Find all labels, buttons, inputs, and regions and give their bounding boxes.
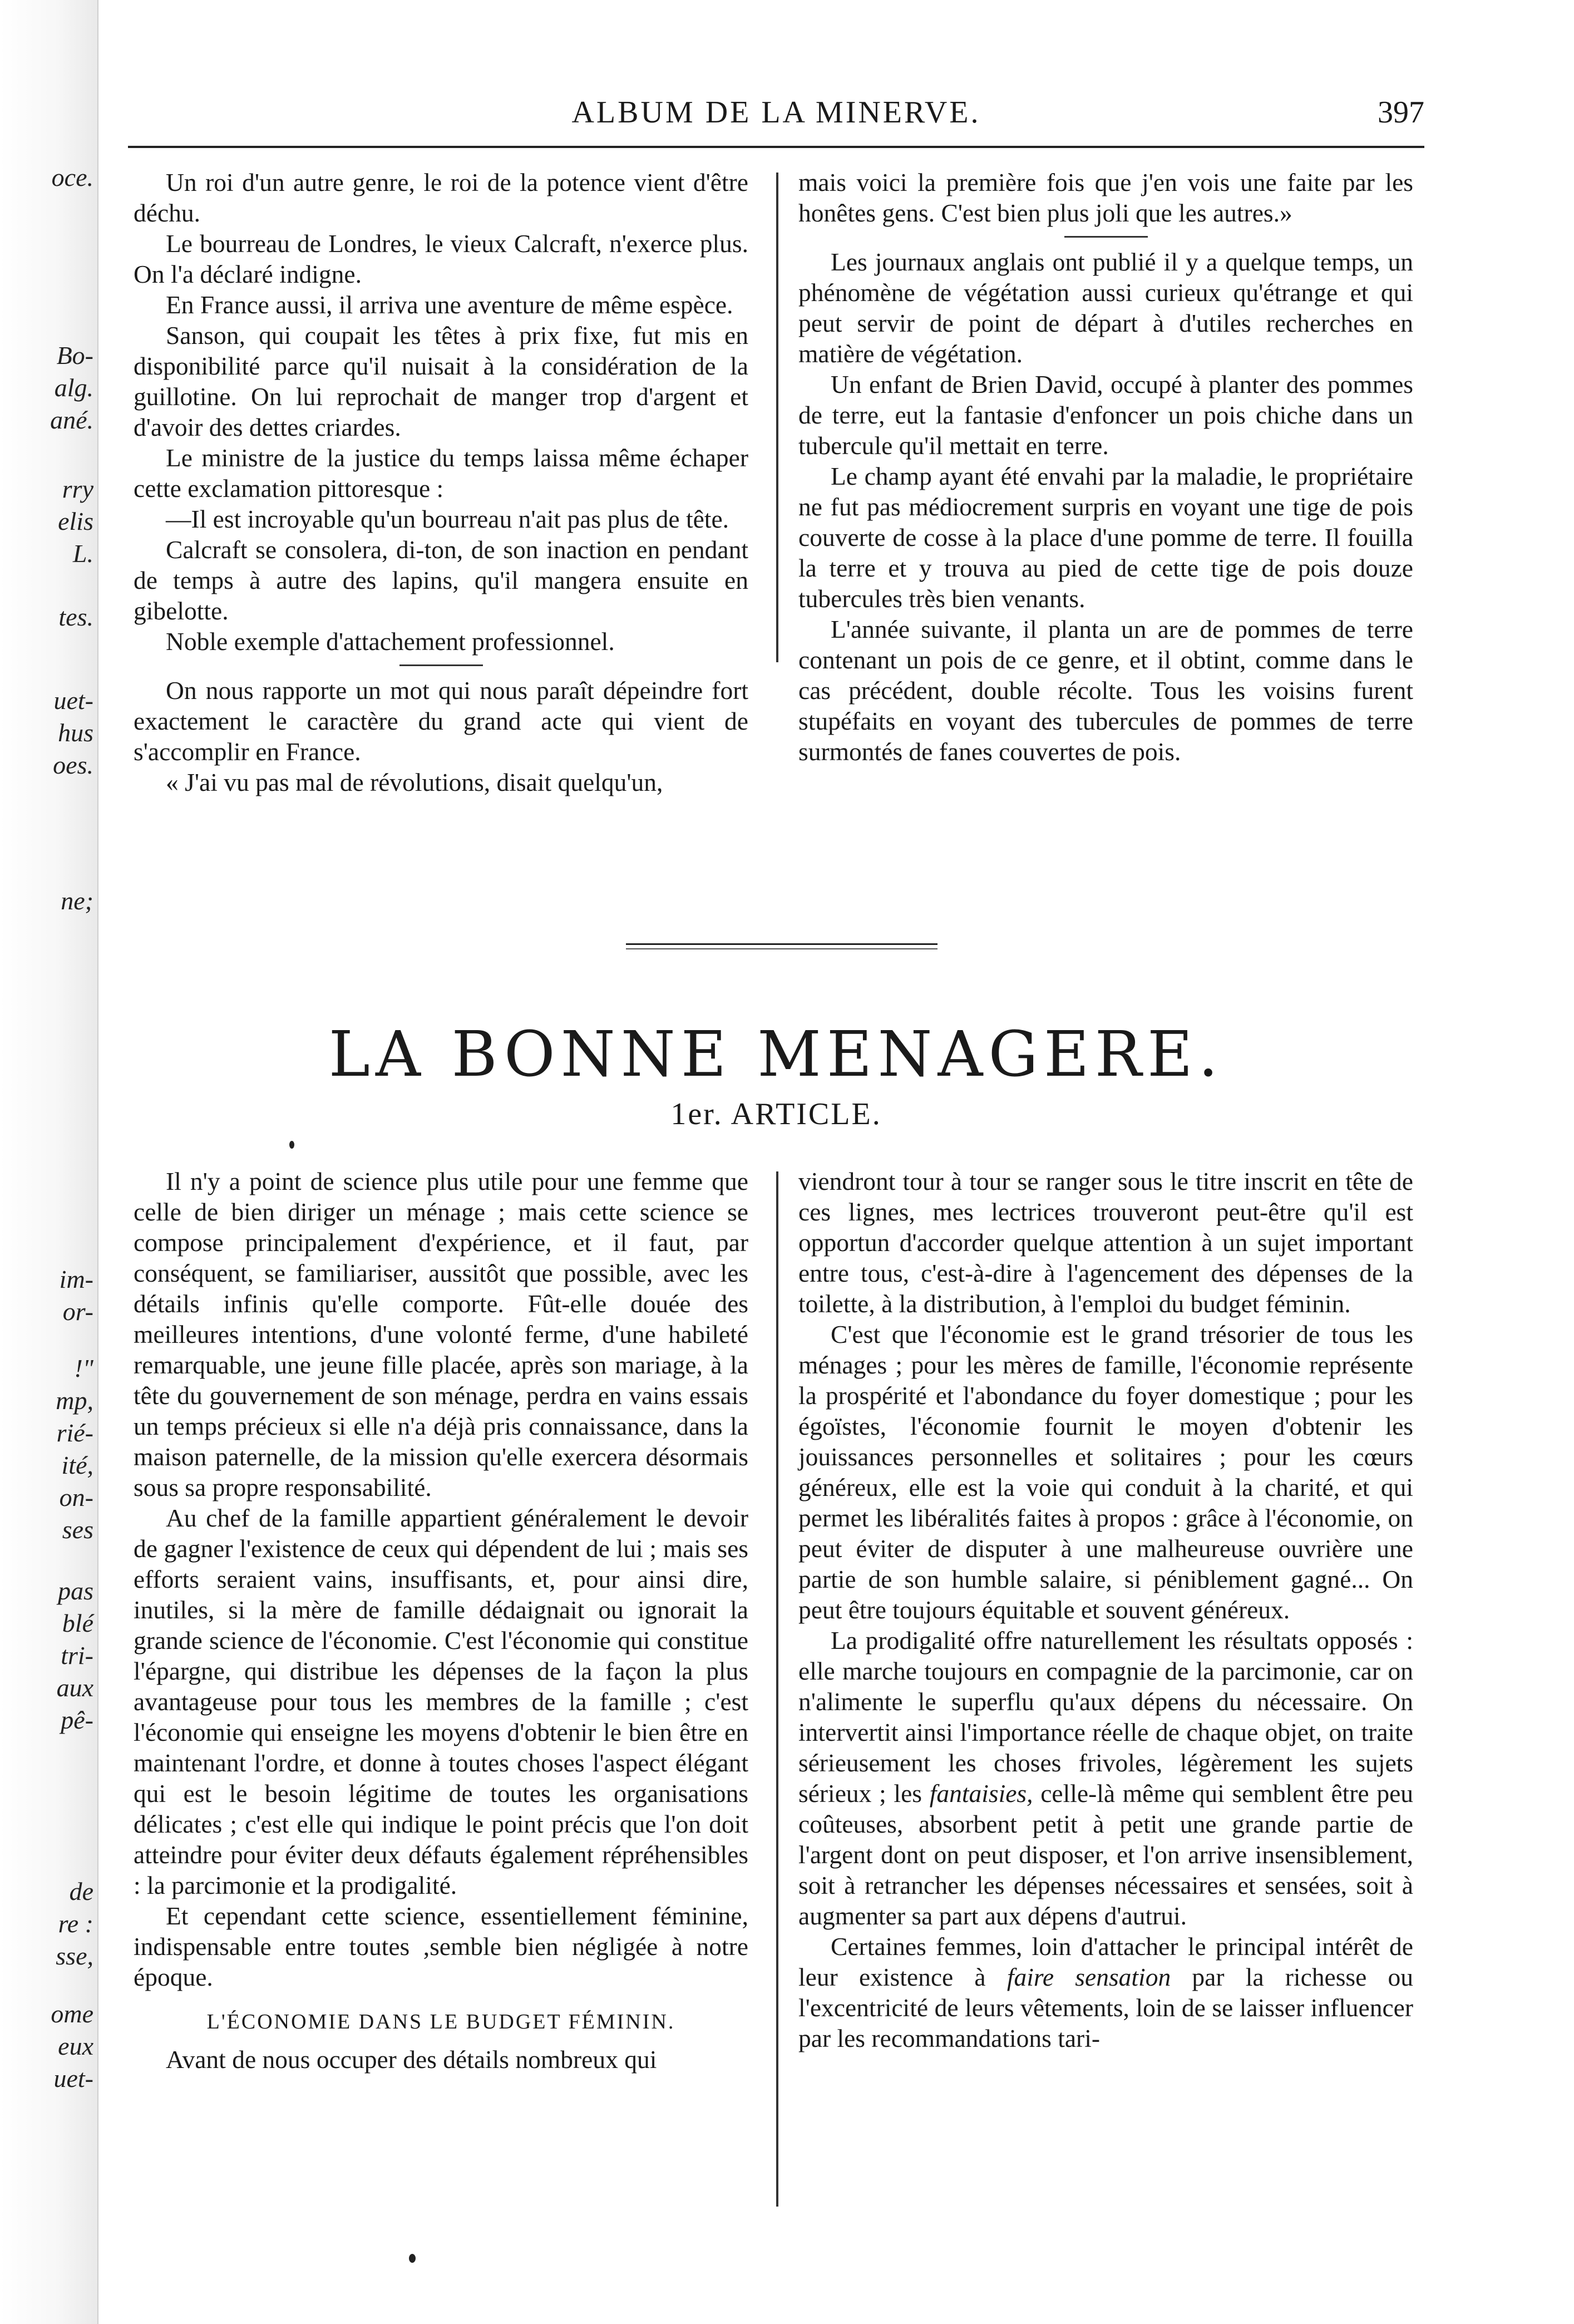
paragraph: mais voici la première fois que j'en vois une faite par les honêtes gens. C'est bien plus joli que les autres.» <box>798 168 1413 227</box>
top-left-column <box>134 167 748 797</box>
paragraph: Au chef de la famille appartient généralement le devoir de gagner l'existence de ceux qui dépendent de lui ; mais ses efforts seraient vains, insuffisants, et, pour ainsi dire, inutiles, si la mère de famille dédaignait ou ignorait la grande science de l'économie. C'est l'économie qui constitue l'épargne, qui distribue les dépenses de la façon la plus avantageuse pour tous les membres de la famille ; c'est l'économie qui enseigne les moyens d'obtenir le bien être en maintenant l'ordre, et donne à toutes choses l'aspect élégant qui est le besoin légitime de toutes les organisations délicates ; c'est elle qui indique le point précis que l'on doit atteindre pour éviter deux défauts également répréhensibles : la parcimonie et la prodigalité. <box>134 1504 748 1899</box>
edge-fragment: de re : sse, <box>56 1877 93 1970</box>
paragraph: viendront tour à tour se ranger sous le titre inscrit en tête de ces lignes, mes lectrices trouveront peut-être qu'il est opportun d'accorder quelque attention à un sujet important entre tous, c'est-à-dire à l'agencement des dépenses de la toilette, à la distribution, à l'emploi du budget féminin. <box>798 1167 1413 1318</box>
short-rule <box>399 664 483 666</box>
page-header <box>128 95 1424 139</box>
paragraph: —Il est incroyable qu'un bourreau n'ait pas plus de tête. <box>166 505 729 533</box>
short-rule <box>1064 236 1148 238</box>
edge-fragment: !" mp, rié- ité, on- ses <box>56 1354 93 1544</box>
section-subheading: L'ÉCONOMIE DANS LE BUDGET FÉMININ. <box>206 2010 675 2034</box>
top-right-column <box>798 167 1413 767</box>
paragraph: L'année suivante, il planta un are de pommes de terre contenant un pois de ce genre, et il obtint, comme dans le cas précédent, double récolte. Tous les voisins furent stupéfaits en voyant des tubercules de pommes de terre surmontés de fanes couvertes de pois. <box>798 615 1413 766</box>
running-title: ALBUM DE LA MINERVE. <box>571 95 981 130</box>
text-run: La prodigalité offre naturellement les résultats opposés : elle marche toujours en compagnie de la parcimonie, car on n'alimente le superflu qu'aux dépens du nécessaire. On intervertit ainsi l'importance réelle de chaque objet, on traite sérieusement les choses frivoles, légèrement les sujets sérieux ; les <box>798 1626 1413 1808</box>
edge-fragment: uet- hus oes. <box>53 686 93 779</box>
text-run: celle-là même qui semblent être peu coûteuses, absorbent petit à petit une grande partie de l'argent dont on peut disposer, et l'on arrive insensiblement, soit à retrancher les dépenses nécessaires et sensées, soit à augmenter sa part aux dépens d'autrui. <box>798 1779 1414 1930</box>
paragraph: Avant de nous occuper des détails nombreux qui <box>166 2045 657 2074</box>
ink-speck <box>409 2254 416 2263</box>
italic-term: fantaisies, <box>929 1779 1033 1808</box>
edge-fragment: Bo- alg. ané. <box>50 341 93 434</box>
article-title: LA BONNE MENAGERE. <box>328 1018 1224 1091</box>
paragraph: Il n'y a point de science plus utile pour une femme que celle de bien diriger un ménage ; mais cette science se compose principalement d'expérience, et il faut, par conséquent, se familiariser, aussitôt que possible, avec les détails infinis qu'elle comporte. Fût-elle douée des meilleures intentions, d'une volonté ferme, d'une habileté remarquable, une jeune fille placée, après son mariage, à la tête du gouvernement de son ménage, perdra en vains essais un temps précieux si elle n'a déjà pris connaissance, dans la maison paternelle, de la mission qu'elle exercera désormais sous sa propre responsabilité. <box>134 1167 748 1501</box>
article-subtitle: 1er. ARTICLE. <box>670 1097 882 1131</box>
paragraph: Les journaux anglais ont publié il y a quelque temps, un phénomène de végétation aussi curieux qu'étrange et qui peut servir de point de départ à d'utiles recherches en matière de végétation. <box>798 248 1413 368</box>
paragraph: Le bourreau de Londres, le vieux Calcraft, n'exerce plus. On l'a déclaré indigne. <box>134 229 748 288</box>
paragraph: Sanson, qui coupait les têtes à prix fixe, fut mis en disponibilité parce qu'il nuisait à la considération de la guillotine. On lui reprochait de manger trop d'argent et d'avoir des dettes criardes. <box>134 321 748 441</box>
paragraph: On nous rapporte un mot qui nous paraît dépeindre fort exactement le caractère du grand acte qui vient de s'accomplir en France. <box>134 676 748 766</box>
edge-fragment: pas blé tri- aux pê- <box>56 1577 93 1734</box>
section-separator <box>626 948 938 949</box>
paragraph: Calcraft se consolera, di-ton, de son inaction en pendant de temps à autre des lapins, qu'il mangera ensuite en gibelotte. <box>134 535 748 625</box>
paragraph <box>798 1931 1413 2054</box>
edge-fragment: ome eux uet- <box>51 2000 93 2092</box>
column-rule <box>776 173 778 662</box>
edge-fragment: rry elis L. <box>58 475 93 568</box>
paragraph: Un enfant de Brien David, occupé à planter des pommes de terre, eut la fantasie d'enfoncer un pois chiche dans un tubercule qu'il mettait en terre. <box>798 370 1413 460</box>
section-separator <box>626 943 938 945</box>
ink-speck <box>289 1141 294 1149</box>
edge-fragment: tes. <box>58 603 93 631</box>
adjacent-page-edge <box>0 0 98 2324</box>
italic-term: faire sensation <box>1006 1963 1171 1991</box>
header-rule <box>128 146 1424 148</box>
paragraph: C'est que l'économie est le grand trésorier de tous les ménages ; pour les mères de famille, l'économie représente la prospérité et l'abondance du foyer domestique ; pour les égoïstes, l'économie fournit le moyen d'obtenir les jouissances personnelles et solitaires ; pour les cœurs généreux, elle est la voie qui conduit à la charité, et qui permet les libéralités faites à propos : grâce à l'économie, on peut éviter de disputer à une malheureuse ouvrière une partie de son humble salaire, si péniblement gagné... On peut être toujours équitable et souvent généreux. <box>798 1320 1413 1624</box>
text-run: Certaines femmes, loin d'attacher le principal intérêt de leur existence à <box>798 1932 1413 1991</box>
paragraph: « J'ai vu pas mal de révolutions, disait quelqu'un, <box>166 768 663 796</box>
edge-fragment: im- or- <box>59 1265 93 1326</box>
paragraph: Un roi d'un autre genre, le roi de la potence vient d'être déchu. <box>134 168 748 227</box>
article-right-column <box>798 1166 1413 2054</box>
edge-fragment: ne; <box>61 887 93 915</box>
paragraph: Le ministre de la justice du temps laissa même échaper cette exclamation pittoresque : <box>134 444 748 503</box>
text-run: par la richesse ou l'excentricité de leurs vêtements, loin de se laisser influencer par les recommandations tari- <box>798 1963 1414 2052</box>
paragraph: Noble exemple d'attachement professionnel. <box>166 627 615 656</box>
paragraph: Le champ ayant été envahi par la maladie, le propriétaire ne fut pas médiocrement surpris en voyant une tige de pois couverte de cosse à la place d'une pomme de terre. Il fouilla la terre et y trouva au pied de cette tige de pois douze tubercules très bien venants. <box>798 462 1413 613</box>
column-rule <box>776 1171 778 2207</box>
paragraph: En France aussi, il arriva une aventure de même espèce. <box>166 290 733 319</box>
paragraph: Et cependant cette science, essentiellement féminine, indispensable entre toutes ,semble bien négligée à notre époque. <box>134 1902 748 1991</box>
article-left-column <box>134 1166 748 2075</box>
paragraph <box>798 1625 1413 1931</box>
edge-fragment: oce. <box>51 163 93 191</box>
page-number: 397 <box>1378 95 1424 130</box>
